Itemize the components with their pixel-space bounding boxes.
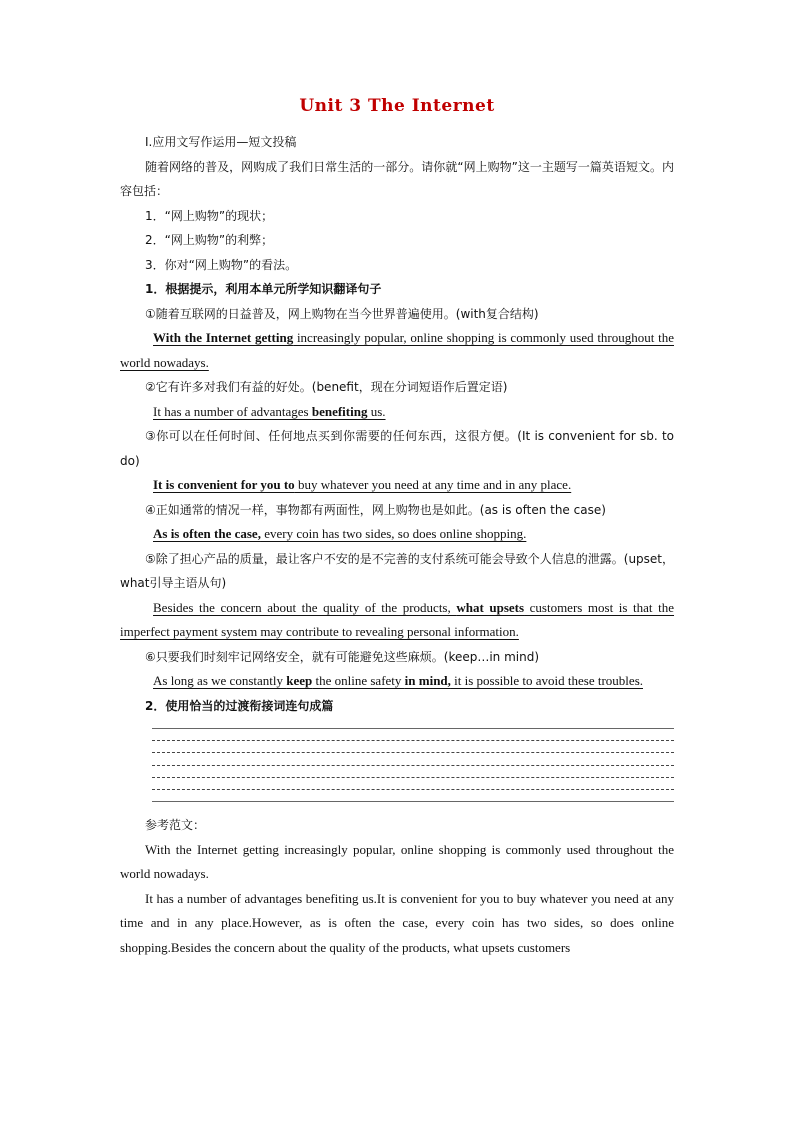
answer-4-key: As is often the case, xyxy=(153,526,261,541)
answer-2-rest: us. xyxy=(367,403,386,419)
writing-line xyxy=(152,752,674,753)
answer-4 xyxy=(120,522,674,547)
sample-paragraph-2: It has a number of advantages benefiting us.It is convenient for you to buy whatever you need at any time and in any place.However, as is often the case, every coin has two sides, so does online shopping.Besides the concern about the quality of the products, what upsets customers xyxy=(120,890,674,955)
answer-6-rest: it is possible to avoid these troubles. xyxy=(450,673,643,688)
answer-6-pre: As long as we constantly xyxy=(153,673,287,688)
document-body xyxy=(120,130,674,960)
answer-6-mid: the online safety xyxy=(312,673,405,688)
answer-1-key: With the Internet getting xyxy=(153,330,294,345)
question-2: ②它有许多对我们有益的好处。(benefit，现在分词短语作后置定语) xyxy=(145,380,508,394)
section-heading: Ⅰ.应用文写作运用—短文投稿 xyxy=(145,135,297,149)
question-6: ⑥只要我们时刻牢记网络安全，就有可能避免这些麻烦。(keep…in mind) xyxy=(145,649,540,664)
prompt-point-3: 3．你对“网上购物”的看法。 xyxy=(145,257,298,272)
writing-prompt: 随着网络的普及，网购成了我们日常生活的一部分。请你就“网上购物”这一主题写一篇英语短文。内容包括： xyxy=(120,159,675,198)
writing-lines xyxy=(152,728,674,802)
question-1: ①随着互联网的日益普及，网上购物在当今世界普遍使用。(with复合结构) xyxy=(145,306,539,321)
answer-5-rest: customers most is that the imperfect payment system may contribute to revealing personal information. xyxy=(120,599,675,639)
answer-3-rest: buy whatever you need at any time and in any place. xyxy=(294,477,572,492)
answer-5-pre: Besides the concern about the quality of the products, xyxy=(153,599,457,615)
answer-1-rest: increasingly popular, online shopping is commonly used throughout the world nowadays. xyxy=(120,330,674,370)
answer-4-rest: every coin has two sides, so does online shopping. xyxy=(260,526,527,541)
prompt-point-1: 1．“网上购物”的现状； xyxy=(145,208,274,223)
writing-line xyxy=(152,777,674,778)
answer-2-pre: It has a number of advantages xyxy=(153,403,312,419)
page-title: Unit 3 The Internet xyxy=(299,96,495,116)
writing-line xyxy=(152,789,674,790)
answer-6-key: keep xyxy=(286,673,313,688)
answer-6-key-2: in mind, xyxy=(404,673,451,688)
answer-5 xyxy=(120,596,674,645)
answer-3-key: It is convenient for you to xyxy=(153,477,295,492)
prompt-point-2: 2．“网上购物”的利弊； xyxy=(145,233,274,247)
task-2-heading: 2．使用恰当的过渡衔接词连句成篇 xyxy=(145,698,334,713)
sample-paragraph-1: With the Internet getting increasingly popular, online shopping is commonly used throughout the world nowadays. xyxy=(120,841,674,882)
writing-line xyxy=(152,765,674,766)
answer-2 xyxy=(120,400,674,425)
question-3: ③你可以在任何时间、任何地点买到你需要的任何东西，这很方便。(It is convenient for sb. to do) xyxy=(120,429,674,468)
writing-line xyxy=(152,801,674,802)
question-4: ④正如通常的情况一样，事物都有两面性，网上购物也是如此。(as is often the case) xyxy=(145,502,606,517)
answer-3 xyxy=(120,473,674,498)
writing-line xyxy=(152,740,674,741)
writing-line xyxy=(152,728,674,729)
sample-label: 参考范文： xyxy=(145,818,206,833)
answer-6 xyxy=(120,669,674,694)
answer-1 xyxy=(120,326,674,375)
question-5: ⑤除了担心产品的质量，最让客户不安的是不完善的支付系统可能会导致个人信息的泄露。(upset，what引导主语从句) xyxy=(120,551,675,590)
answer-5-key: what upsets xyxy=(456,599,525,615)
task-1-heading: 1．根据提示，利用本单元所学知识翻译句子 xyxy=(145,282,382,296)
answer-2-key: benefiting xyxy=(311,403,368,419)
